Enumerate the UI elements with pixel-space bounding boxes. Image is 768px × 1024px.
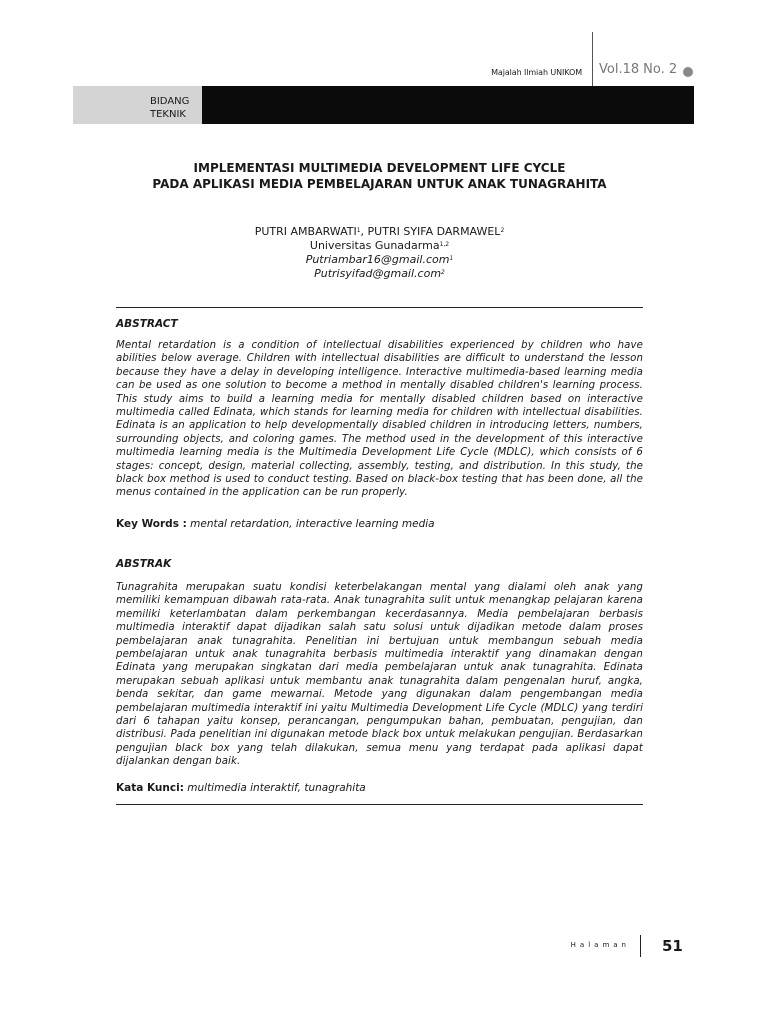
author-1: PUTRI AMBARWATI xyxy=(254,225,357,238)
keywords-label: Key Words : xyxy=(116,518,187,530)
author-2: PUTRI SYIFA DARMAWEL xyxy=(367,225,501,238)
email-2-sup: 2 xyxy=(441,269,445,276)
affiliation-sup: 1,2 xyxy=(439,241,450,248)
kata-kunci-text: multimedia interaktif, tunagrahita xyxy=(187,782,366,794)
abstrak-body: Tunagrahita merupakan suatu kondisi keterbelakangan mental yang dialami oleh anak yang memiliki kemampuan dibawah rata-rata. Anak tunagrahita sulit untuk menangkap pelajaran karena memiliki keterlambatan dalam perkembangan kecerdasannya. Media pembelajaran berbasis multimedia interaktif dapat dijadikan salah satu solusi untuk dijadikan metode dalam proses pembelajaran anak tunagrahita. Penelitian ini bertujuan untuk membangun sebuah media pembelajaran untuk anak tunagrahita berbasis multimedia interaktif yang dinamakan dengan Edinata yang merupakan singkatan dari media pembelajaran untuk anak tunagrahita. Edinata merupakan sebuah aplikasi untuk membantu anak tunagrahita dalam pengenalan huruf, angka, benda sekitar, dan game mewarnai. Metode yang digunakan dalam pengembangan media pembelajaran multimedia interaktif ini yaitu Multimedia Development Life Cycle (MDLC) yang terdiri dari 6 tahapan yaitu konsep, perancangan, pengumpukan bahan, pembuatan, pengujian, dan distribusi. Pada penelitian ini digunakan metode black box untuk melakukan pengujian. Berdasarkan pengujian black box yang telah dilakukan, semua menu yang terdapat pada aplikasi dapat dijalankan dengan baik. xyxy=(116,582,643,768)
email-2-text: Putrisyifad@gmail.com xyxy=(314,267,442,280)
bottom-rule xyxy=(116,804,643,805)
volume-number xyxy=(599,62,677,77)
paper-title xyxy=(116,160,643,192)
header-divider xyxy=(592,32,593,86)
abstrak-heading: ABSTRAK xyxy=(116,558,172,570)
page-label: Halaman xyxy=(570,941,630,949)
abstract-body: Mental retardation is a condition of intellectual disabilities experienced by children who have abilities below average. Children with intellectual disabilities are difficult to understand the lesson because they have a delay in developing intelligence. Interactive multimedia-based learning media can be used as one solution to become a method in mentally disabled children's learning process. This study aims to build a learning media for mentally disabled children based on interactive multimedia called Edinata, which stands for learning media for children with intellectual disabilities. Edinata is an application to help developmentally disabled children in introducing letters, numbers, surrounding objects, and coloring games. The method used in the development of this interactive multimedia learning media is the Multimedia Development Life Cycle (MDLC), which consists of 6 stages: concept, design, material collecting, assembly, testing, and distribution. In this study, the black box method is used to conduct testing. Based on black-box testing that has been done, all the menus contained in the application can be run properly. xyxy=(116,340,643,499)
top-rule xyxy=(116,307,643,308)
paper-title-line1: IMPLEMENTASI MULTIMEDIA DEVELOPMENT LIFE CYCLE xyxy=(193,161,566,175)
email-2 xyxy=(116,267,643,281)
section-label-line2: TEKNIK xyxy=(150,109,186,120)
author-1-sup: 1 xyxy=(356,227,361,234)
section-label-line1: BIDANG xyxy=(150,96,190,107)
author-names xyxy=(116,225,643,239)
keywords-text: mental retardation, interactive learning media xyxy=(190,518,435,530)
affiliation-text: Universitas Gunadarma xyxy=(309,239,440,252)
author-separator: , xyxy=(360,225,368,238)
footer-divider xyxy=(640,935,641,957)
journal-name: Majalah Ilmiah UNIKOM xyxy=(491,68,582,77)
author-2-sup: 2 xyxy=(500,227,505,234)
issue-number: No. 2 xyxy=(643,62,678,77)
abstrak-keywords xyxy=(116,782,366,794)
page-number: 51 xyxy=(662,937,683,955)
affiliation xyxy=(116,239,643,253)
abstract-keywords xyxy=(116,518,435,530)
kata-kunci-label: Kata Kunci: xyxy=(116,782,184,794)
author-block xyxy=(116,225,643,281)
section-label xyxy=(150,95,189,121)
volume: Vol.18 xyxy=(599,62,640,77)
paper-title-line2: PADA APLIKASI MEDIA PEMBELAJARAN UNTUK ANAK TUNAGRAHITA xyxy=(152,177,607,191)
section-bar-black xyxy=(202,86,694,124)
header-dot-icon xyxy=(683,67,693,77)
email-1-text: Putriambar16@gmail.com xyxy=(305,253,450,266)
email-1 xyxy=(116,253,643,267)
email-1-sup: 1 xyxy=(449,255,454,262)
abstract-heading: ABSTRACT xyxy=(116,318,178,330)
